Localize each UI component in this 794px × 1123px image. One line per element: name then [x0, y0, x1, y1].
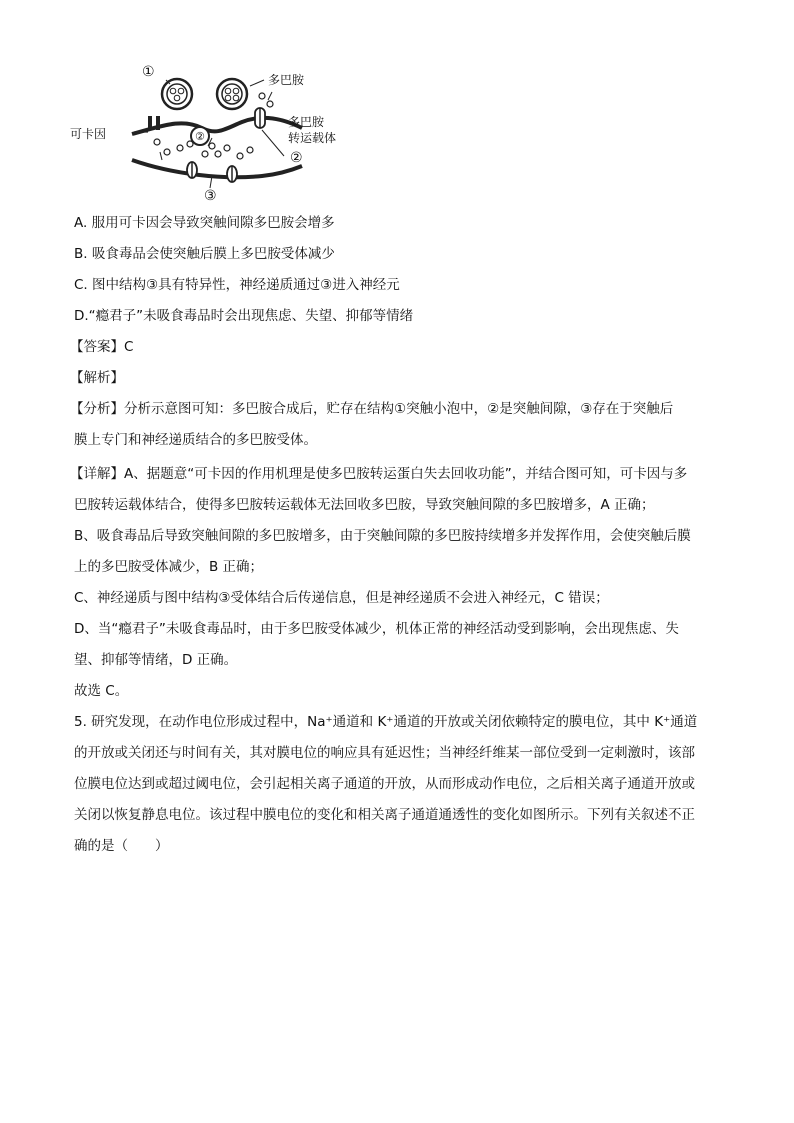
synaptic-vesicle-2 [217, 79, 247, 109]
fusing-vesicle-label: ② [195, 130, 205, 143]
xiangjie-line-1: 【详解】A、据题意“可卡因的作用机理是使多巴胺转运蛋白失去回收功能”，并结合图可知，可卡因与多 [70, 466, 688, 482]
synapse-diagram [62, 56, 362, 206]
analysis-tag: 【解析】 [70, 370, 124, 386]
synaptic-vesicle-1 [162, 79, 192, 109]
fusing-vesicle [191, 127, 209, 145]
synapse-figure [62, 56, 362, 206]
q5-line-5: 确的是（ ） [74, 838, 169, 854]
label-structure-2: ② [290, 150, 303, 166]
label-structure-3: ③ [204, 188, 217, 204]
answer-line [70, 338, 133, 356]
xiangjie-line-8: 故选 C。 [74, 683, 129, 699]
label-transporter-1: 多巴胺 [288, 115, 325, 129]
xiangjie-line-4: 上的多巴胺受体减少，B 正确； [74, 559, 264, 575]
answer-tag: 【答案】 [70, 339, 124, 355]
option-a: A. 服用可卡因会导致突触间隙多巴胺会增多 [74, 215, 335, 231]
label-transporter-2: 转运载体 [288, 131, 337, 145]
xiangjie-line-7: 望、抑郁等情绪，D 正确。 [74, 652, 238, 668]
xiangjie-line-6: D、当“瘾君子”未吸食毒品时，由于多巴胺受体减少，机体正常的神经活动受到影响，会出现焦虑、失 [74, 621, 679, 637]
option-b: B. 吸食毒品会使突触后膜上多巴胺受体减少 [74, 246, 335, 262]
xiangjie-line-5: C、神经递质与图中结构③受体结合后传递信息，但是神经递质不会进入神经元，C 错误； [74, 590, 609, 606]
q5-line-4: 关闭以恢复静息电位。该过程中膜电位的变化和相关离子通道通透性的变化如图所示。下列有关叙述不正 [74, 807, 695, 823]
answer-value: C [124, 339, 134, 355]
label-structure-1: ① [142, 64, 155, 80]
q5-line-1: 5. 研究发现，在动作电位形成过程中，Na⁺通道和 K⁺通道的开放或关闭依赖特定的膜电位，其中 K⁺通道 [74, 714, 698, 730]
postsynaptic-membrane [132, 160, 302, 177]
q5-line-3: 位膜电位达到或超过阈电位，会引起相关离子通道的开放，从而形成动作电位，之后相关离子通道开放或 [74, 776, 695, 792]
fenxi-line-2: 膜上专门和神经递质结合的多巴胺受体。 [74, 432, 317, 448]
xiangjie-line-3: B、吸食毒品后导致突触间隙的多巴胺增多，由于突触间隙的多巴胺持续增多并发挥作用，会使突触后膜 [74, 528, 691, 544]
q5-line-2: 的开放或关闭还与时间有关，其对膜电位的响应具有延迟性；当神经纤维某一部位受到一定刺激时，该部 [74, 745, 695, 761]
label-cocaine: 可卡因 [70, 127, 107, 141]
dopamine-transporter [255, 108, 265, 128]
option-d: D.“瘾君子”未吸食毒品时会出现焦虑、失望、抑郁等情绪 [74, 308, 414, 324]
xiangjie-line-2: 巴胺转运载体结合，使得多巴胺转运载体无法回收多巴胺，导致突触间隙的多巴胺增多，A 正确； [74, 497, 655, 513]
label-dopamine: 多巴胺 [268, 73, 305, 87]
fenxi-line-1: 【分析】分析示意图可知：多巴胺合成后，贮存在结构①突触小泡中，②是突触间隙，③存在于突触后 [70, 401, 674, 417]
option-c: C. 图中结构③具有特异性，神经递质通过③进入神经元 [74, 277, 400, 293]
